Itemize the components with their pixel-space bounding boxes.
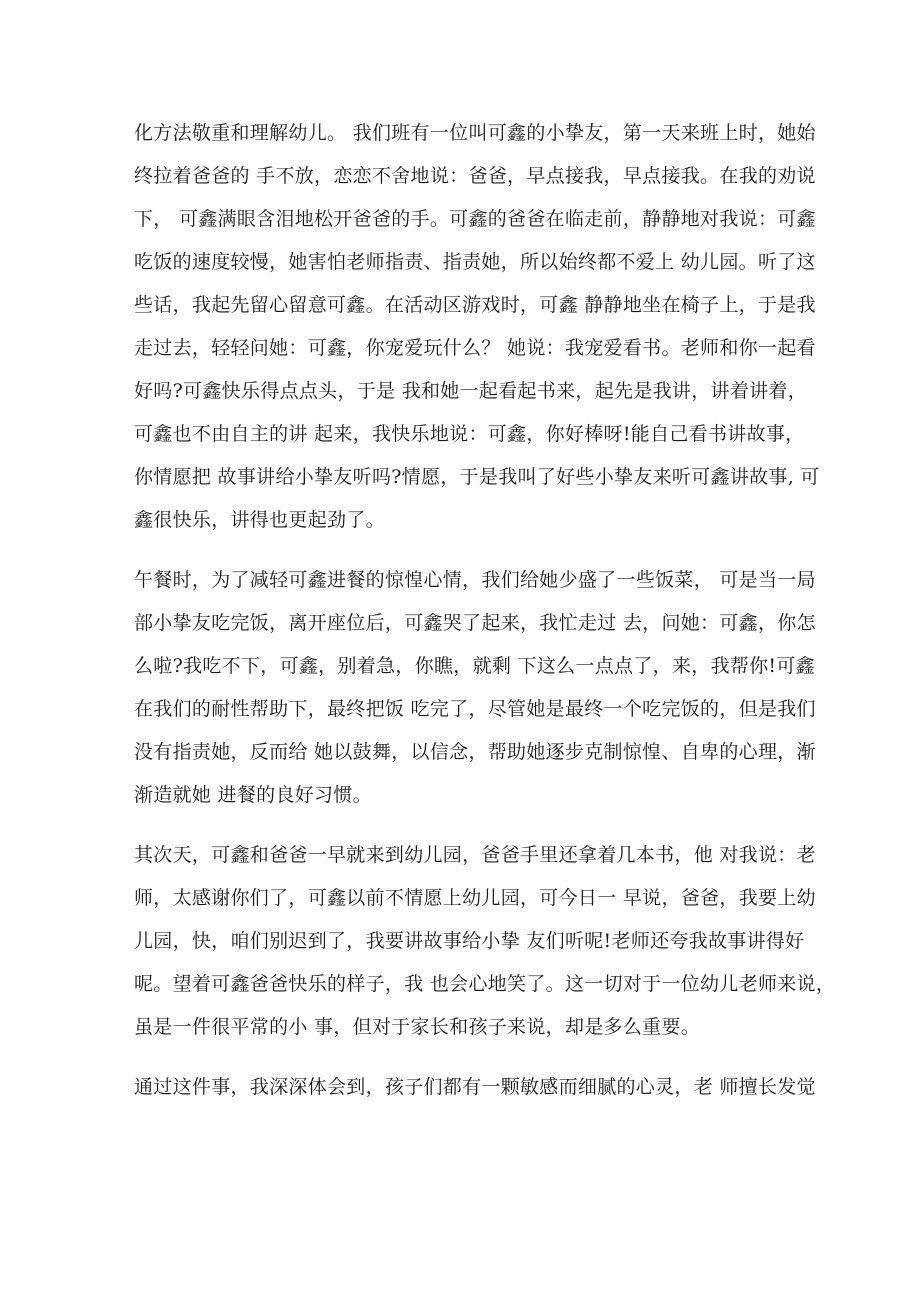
text-line: 终拉着爸爸的 手不放，恋恋不舍地说：爸爸，早点接我，早点接我。在我的劝说 [134, 165, 816, 187]
text-line: 吃饭的速度较慢，她害怕老师指责、指责她，所以始终都不爱上 幼儿园。听了这 [134, 251, 816, 273]
text-line: 部小挚友吃完饭，离开座位后，可鑫哭了起来，我忙走过 去，问她：可鑫，你怎 [134, 612, 816, 634]
paragraph-1 [134, 112, 820, 542]
text-line: 好吗?可鑫快乐得点点头，于是 我和她一起看起书来，起先是我讲，讲着讲着， [134, 380, 808, 402]
text-line: 下， 可鑫满眼含泪地松开爸爸的手。可鑫的爸爸在临走前，静静地对我说：可鑫 [134, 208, 816, 230]
text-line: 些话，我起先留心留意可鑫。在活动区游戏时，可鑫 静静地坐在椅子上，于是我 [134, 294, 816, 316]
text-line: 通过这件事，我深深体会到，孩子们都有一颗敏感而细腻的心灵，老 师擅长发觉 [134, 1076, 816, 1098]
text-line: 其次天，可鑫和爸爸一早就来到幼儿园，爸爸手里还拿着几本书，他 对我说：老 [134, 844, 816, 866]
text-line: 化方法敬重和理解幼儿。 我们班有一位叫可鑫的小挚友，第一天来班上时，她始 [134, 122, 816, 144]
text-line: 可鑫也不由自主的讲 起来，我快乐地说：可鑫，你好棒呀!能自己看书讲故事， [134, 423, 805, 445]
paragraph-2 [134, 559, 816, 817]
text-line: 走过去，轻轻问她：可鑫，你宠爱玩什么？ 她说：我宠爱看书。老师和你一起看 [134, 337, 816, 359]
text-line: 儿园，快，咱们别迟到了，我要讲故事给小挚 友们听呢!老师还夸我故事讲得好 [134, 930, 805, 952]
paragraph-gap [134, 817, 794, 834]
text-line: 你情愿把 故事讲给小挚友听吗?情愿，于是我叫了好些小挚友来听可鑫讲故事, 可 [134, 466, 820, 488]
text-line: 虽是一件很平常的小 事，但对于家长和孩子来说，却是多么重要。 [134, 1016, 701, 1038]
text-line: 么啦?我吃不下，可鑫，别着急，你瞧，就剩 下这么一点点了，来，我帮你!可鑫 [134, 655, 815, 677]
text-line: 渐造就她 进餐的良好习惯。 [134, 784, 372, 806]
paragraph-gap [134, 1049, 794, 1066]
text-line: 在我们的耐性帮助下，最终把饭 吃完了，尽管她是最终一个吃完饭的，但是我们 [134, 698, 816, 720]
text-line: 师，太感谢你们了，可鑫以前不情愿上幼儿园，可今日一 早说，爸爸，我要上幼 [134, 887, 816, 909]
paragraph-3 [134, 834, 836, 1049]
text-line: 没有指责她，反而给 她以鼓舞，以信念，帮助她逐步克制惊惶、自卑的心理，渐 [134, 741, 816, 763]
document-body [134, 112, 836, 1109]
text-line: 午餐时，为了减轻可鑫进餐的惊惶心情，我们给她少盛了一些饭菜， 可是当一局 [134, 569, 816, 591]
text-line: 呢。望着可鑫爸爸快乐的样子，我 也会心地笑了。这一切对于一位幼儿老师来说， [134, 973, 836, 995]
paragraph-gap [134, 542, 794, 559]
paragraph-4 [134, 1066, 816, 1109]
text-line: 鑫很快乐，讲得也更起劲了。 [134, 509, 385, 531]
